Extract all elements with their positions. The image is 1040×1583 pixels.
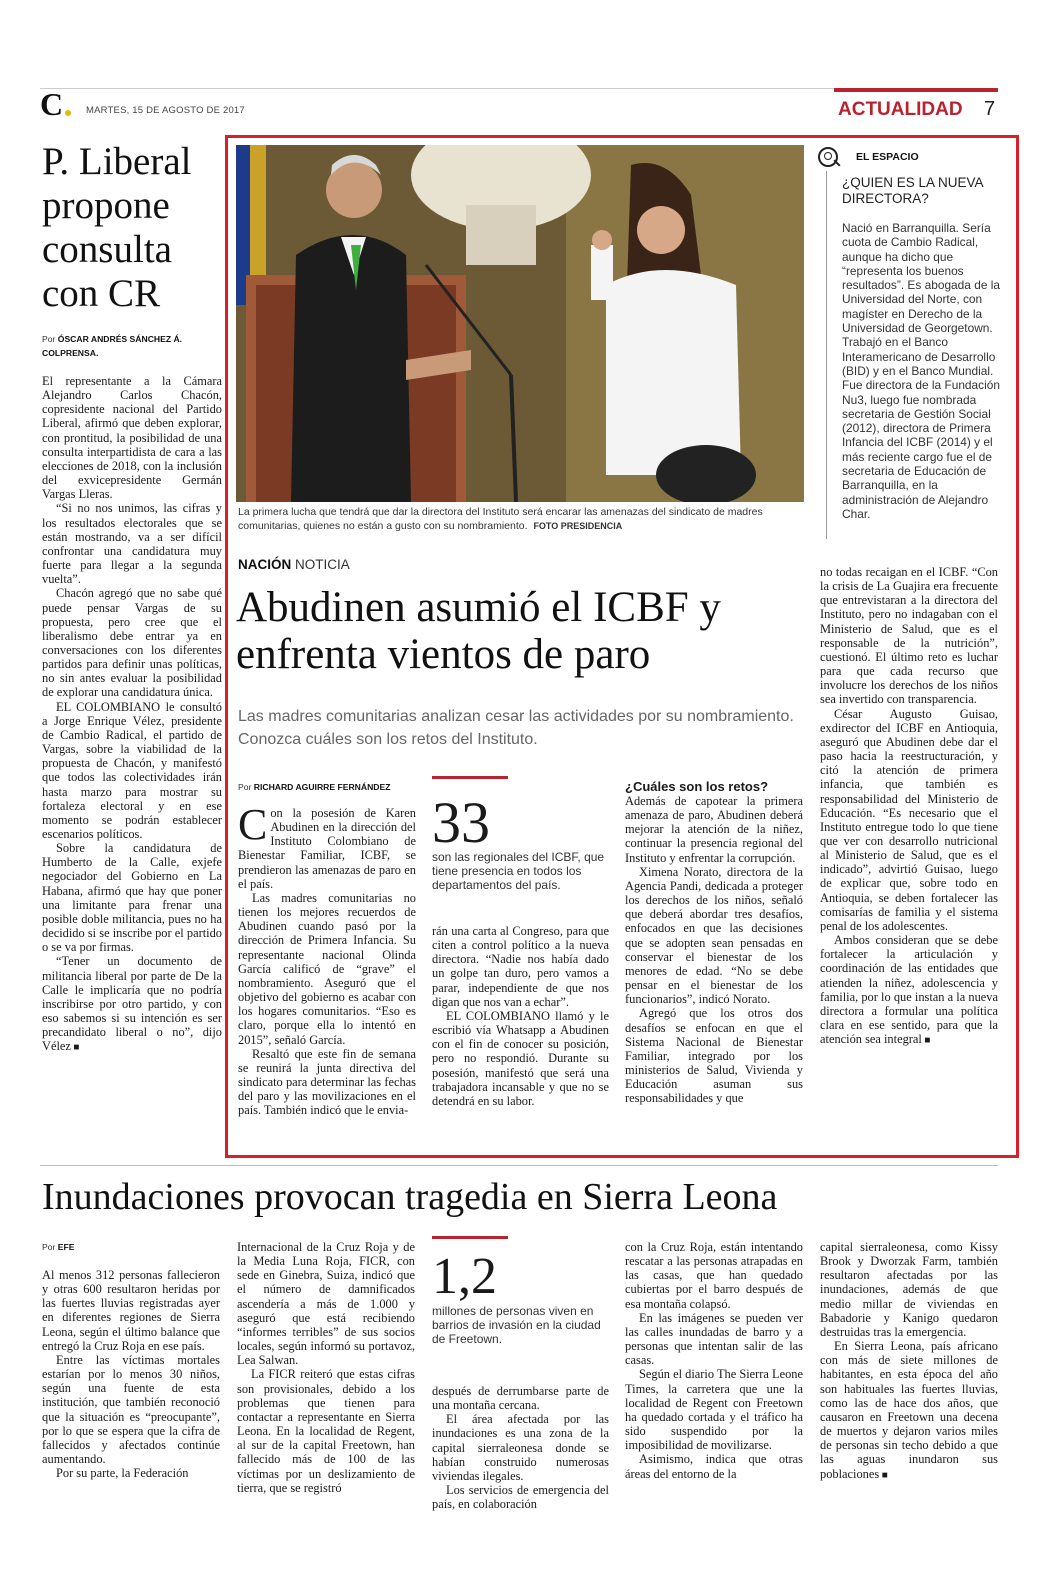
byline-prefix: Por (238, 782, 252, 792)
paragraph: Por su parte, la Federación (56, 1466, 189, 1481)
left-body (42, 374, 222, 1056)
main-dek: Las madres comunitarias analizan cesar las actividades por su nombramiento. Conozca cuáles son los retos del Instituto. (238, 708, 794, 748)
sidebar-brand: EL ESPACIO (856, 151, 919, 163)
stat-accent-bar (432, 776, 508, 779)
paragraph: Agregó que los otros dos desafíos se enfocan en que el Sistema Nacional de Bienestar Familiar, integrado por los ministerios de Salud, Vivienda y Educación asuman sus responsabilidades y que (625, 1006, 803, 1106)
paragraph: Sobre la candidatura de Humberto de la Calle, exjefe negociador del Gobierno en La Habana, afirmó que hay que poner una limitante para frenar una posible doble militancia, pues no ha decidido si se inscribe por el partido o se va por firmas. (42, 841, 222, 955)
kicker-type: NOTICIA (295, 557, 350, 572)
newspaper-logo: C (40, 86, 64, 122)
paragraph: con la Cruz Roja, están intentando rescatar a las personas atrapadas en las casas, que han quedado cubiertas por el barro después de esa montaña colapsó. (625, 1240, 803, 1311)
paragraph: Chacón agregó que no sabe qué puede pensar Vargas de su propuesta, pero cree que el liberalismo debe entrar ya en conversaciones con los diferentes partidos para definir unas políticas, no sin antes evaluar la posibilidad de explorar una candidatura única. (42, 586, 222, 700)
byline-author: ÓSCAR ANDRÉS SÁNCHEZ Á. COLPRENSA. (42, 334, 183, 358)
paragraph (238, 800, 416, 891)
stat-caption: millones de personas viven en barrios de invasión en la ciudad de Freetown. (432, 1304, 601, 1346)
paragraph-text: on la posesión de Karen Abudinen en la dirección del Instituto Colombiano de Bienestar Familiar, ICBF, se prendieron las amenazas de paro en el país. (238, 806, 416, 891)
stat-caption: son las regionales del ICBF, que tiene presencia en todos los departamentos del país. (432, 850, 605, 892)
dropcap: C (238, 800, 268, 849)
paragraph: no todas recaigan en el ICBF. “Con la crisis de La Guajira era frecuente que entrevistaran a la directora del Instituto, pero no indagaban con el Ministerio de Salud, que es el responsable de la nutrición”, cuestionó. El último reto es luchar para que cada recurso que involucre los derechos de los niños sea invertido con transparencia. (820, 565, 998, 707)
main-kicker (238, 557, 350, 572)
stat-number: 33 (432, 790, 490, 855)
section-name: ACTUALIDAD (838, 99, 963, 120)
paragraph: capital sierraleonesa, como Kissy Brook y Dworzak Farm, también resultaron afectadas por las inundaciones, además de que medio millar de viviendas en Babadorie y Kanigo quedaron destruidas tras la emergencia. (820, 1240, 998, 1339)
issue-date: MARTES, 15 DE AGOSTO DE 2017 (86, 105, 245, 116)
paragraph: Ximena Norato, directora de la Agencia Pandi, dedicada a proteger los derechos de los niños, señaló que deberá abordar tres desafíos, enfocados en que las decisiones que se adopten sean pensadas en conservar el bienestar de los menores de edad. “No se debe pensar en el bienestar de los funcionarios”, indicó Norato. (625, 864, 803, 1007)
paragraph: La FICR reiteró que estas cifras son provisionales, debido a los problemas que tienen para contactar a representante en Sierra Leona. En la localidad de Regent, al sur de la capital Freetown, han fallecido más de 100 de las víctimas por un deslizamiento de tierra, que se registró (237, 1367, 415, 1495)
paragraph: EL COLOMBIANO llamó y le escribió vía Whatsapp a Abudinen con el fin de conocer su posición, pero no respondió. Durante su posesión, manifestó que será una trabajadora incansable y que no se detendrá en su labor. (432, 1008, 609, 1108)
kicker-section: NACIÓN (238, 557, 292, 572)
paragraph: rán una carta al Congreso, para que citen a control político a la nueva directora. “Nadie nos había dado un golpe tan duro, pero vamos a parar, independiente de que nos digan que nos van a echar”. (432, 924, 609, 1009)
bottom-top-rule (40, 1165, 998, 1166)
paragraph: Asimismo, indica que otras áreas del entorno de la (625, 1452, 803, 1481)
byline-author: EFE (57, 1242, 75, 1252)
photo-illustration (236, 145, 804, 502)
paragraph: Según el diario The Sierra Leone Times, la carretera que une la localidad de Regent con Freetown ha quedado cortada y el tráfico ha sido suspendido por la imposibilidad de movilizarse. (625, 1367, 803, 1453)
bottom-col-2 (237, 1240, 415, 1495)
stat-box (432, 790, 607, 892)
bottom-col-5 (820, 1240, 998, 1483)
byline-prefix: Por (42, 1242, 56, 1252)
bottom-byline (42, 1240, 74, 1254)
sidebar-title: ¿QUIEN ES LA NUEVA DIRECTORA? (842, 175, 983, 206)
paragraph: En las imágenes se pueden ver las calles inundadas de barro y a personas que intentan salir de las casas. (625, 1310, 803, 1368)
subhead: ¿Cuáles son los retos? (625, 779, 769, 794)
paragraph: Además de capotear la primera amenaza de paro, Abudinen deberá mejorar la atención de la niñez, continuar la presencia regional del Instituto y enfrentar la corrupción. (625, 794, 803, 865)
paragraph: Ambos consideran que se debe fortalecer la articulación y coordinación de las entidades que atienden la niñez, adolescencia y familia, por lo que instan a la nueva directora a formular una política clara en ese sentido, para que la atención sea integral ■ (820, 933, 998, 1048)
left-article (42, 140, 222, 1056)
main-col-3 (625, 779, 803, 1105)
magnifier-glass (824, 152, 832, 160)
main-headline: Abudinen asumió el ICBF y enfrenta vientos de paro (236, 584, 721, 678)
paragraph: El representante a la Cámara Alejandro Carlos Chacón, copresidente nacional del Partido Liberal, afirmó que deben explorar, con prontitud, la posibilidad de una consulta interpartidista de cara a las elecciones de 2018, con la inclusión del exvicepresidente Germán Vargas Lleras. (42, 374, 222, 502)
main-col-1 (238, 800, 416, 1118)
photo-credit: FOTO PRESIDENCIA (533, 520, 623, 531)
paragraph: En Sierra Leona, país africano con más de siete millones de habitantes, en esta época del año son habituales las fuertes lluvias, como las de hace dos años, que causaron en Freetown una decena de muertos y dejaron varios miles de personas sin techo debido a que las aguas inundaron sus poblaciones ■ (820, 1339, 998, 1483)
paragraph: “Tener un documento de militancia liberal por parte de De la Calle le implicaría que no podría inscribirse por otro partido, y con eso sabemos si su intención es ser precandidato liberal o no”, dijo Vélez ■ (42, 954, 222, 1055)
stat-accent-bar (432, 1236, 508, 1239)
header (40, 86, 998, 124)
bottom-headline: Inundaciones provocan tragedia en Sierra Leona (42, 1176, 778, 1218)
bottom-col-4 (625, 1240, 803, 1481)
sidebar-text: Nació en Barranquilla. Sería cuota de Cambio Radical, aunque ha dicho que “representa los buenos resultados”. Es abogada de la Universidad del Norte, con magíster en Derecho de la Universidad de Georgetown. Trabajó en el Banco Interamericano de Desarrollo (BID) y en el Banco Mundial. Fue directora de la Fundación Nu3, luego fue nombrada secretaria de Gestión Social (2012), directora de Primera Infancia del ICBF (2014) y el más reciente cargo fue el de secretaria de Educación de Barranquilla, en la administración de Alejandro Char. (842, 221, 1000, 521)
bottom-col-3 (432, 1384, 609, 1511)
paragraph: después de derrumbarse parte de una montaña cercana. (432, 1384, 609, 1413)
main-byline (238, 780, 423, 794)
paragraph: Al menos 312 personas fallecieron y otras 600 resultaron heridas por las fuertes lluvias registradas ayer en diferentes regiones de Sierra Leona, según el último balance que entregó la Cruz Roja en ese país. (42, 1268, 220, 1353)
main-col-4 (820, 565, 998, 1048)
paragraph: César Augusto Guisao, exdirector del ICBF en Antioquia, aseguró que Abudinen debe dar el paso hacia la reestructuración, y citó la atención de primera infancia, que también es responsabilidad del Ministerio de Educación. “Es necesario que el Instituto entregue todo lo que tiene que ver con desarrollo nutricional al Ministerio de Salud, que es el indicado”, advirtió Guisao, luego de explicar que, sobre todo en Antioquia, se deben fortalecer las comisarías de familia y el sistema penal de los adolescentes. (820, 706, 998, 933)
left-headline: P. Liberal propone consulta con CR (42, 140, 192, 315)
paragraph: Resaltó que este fin de semana se reunirá la junta directiva del sindicato para determinar las fechas del paro y las movilizaciones en el país. También indicó que le envia- (238, 1046, 416, 1118)
paragraph: Las madres comunitarias no tienen los mejores recuerdos de Abudinen cuando pasó por la dirección de Primera Infancia. Su representante nacional Olinda García calificó de “grave” el nombramiento. Aseguró que el objetivo del gobierno es acabar con los hogares comunitarios. “Eso es claro, porque ella lo intentó en 2015”, señaló García. (238, 890, 416, 1047)
paragraph: El área afectada por las inundaciones es una zona de la capital sierraleonesa donde se habían construido numerosas viviendas ilegales. (432, 1412, 609, 1483)
bottom-col-1 (42, 1268, 220, 1480)
byline-author: RICHARD AGUIRRE FERNÁNDEZ (253, 782, 391, 792)
logo-dot-icon (65, 110, 71, 116)
main-photo (236, 145, 804, 502)
stat-number: 1,2 (432, 1248, 497, 1305)
sidebar-rule (826, 171, 827, 539)
caption-text: La primera lucha que tendrá que dar la directora del Instituto será encarar las amenazas del sindicato de madres comunitarias, quienes no están a gusto con su nombramiento. (238, 506, 763, 532)
photo-caption (238, 506, 804, 533)
paragraph: EL COLOMBIANO le consultó a Jorge Enrique Vélez, presidente de Cambio Radical, el partido de Vargas, sobre la viabilidad de la propuesta de Chacón, y manifestó que todos las colectividades irán hasta marzo para mostrar su fortaleza electoral y en ese momento se podrán establecer escenarios políticos. (42, 699, 222, 841)
page-number: 7 (984, 98, 996, 120)
paragraph: “Si no nos unimos, las cifras y los resultados electorales que se están mostrando, va a ser difícil confrontar una candidatura muy fuerte para llegar a la segunda vuelta”. (42, 501, 222, 587)
left-byline (42, 332, 222, 360)
main-col-2 (432, 924, 609, 1108)
paragraph: Internacional de la Cruz Roja y de la Media Luna Roja, FICR, con sede en Ginebra, Suiza, indicó que el número de damnificados ascendería a más de 1.000 y aseguró que está recibiendo “informes terribles” de sus socios locales, según informó su portavoz, Lea Salwan. (237, 1240, 415, 1368)
bottom-stat-box (432, 1250, 607, 1346)
paragraph: Entre las víctimas mortales estarían por lo menos 30 niños, según una fuente de esta institución, que también reconoció que la situación es “preocupante”, por lo que se espera que la cifra de fallecidos y afectados continúe aumentando. (42, 1352, 220, 1467)
byline-prefix: Por (42, 334, 56, 344)
paragraph: Los servicios de emergencia del país, en colaboración (432, 1483, 609, 1512)
